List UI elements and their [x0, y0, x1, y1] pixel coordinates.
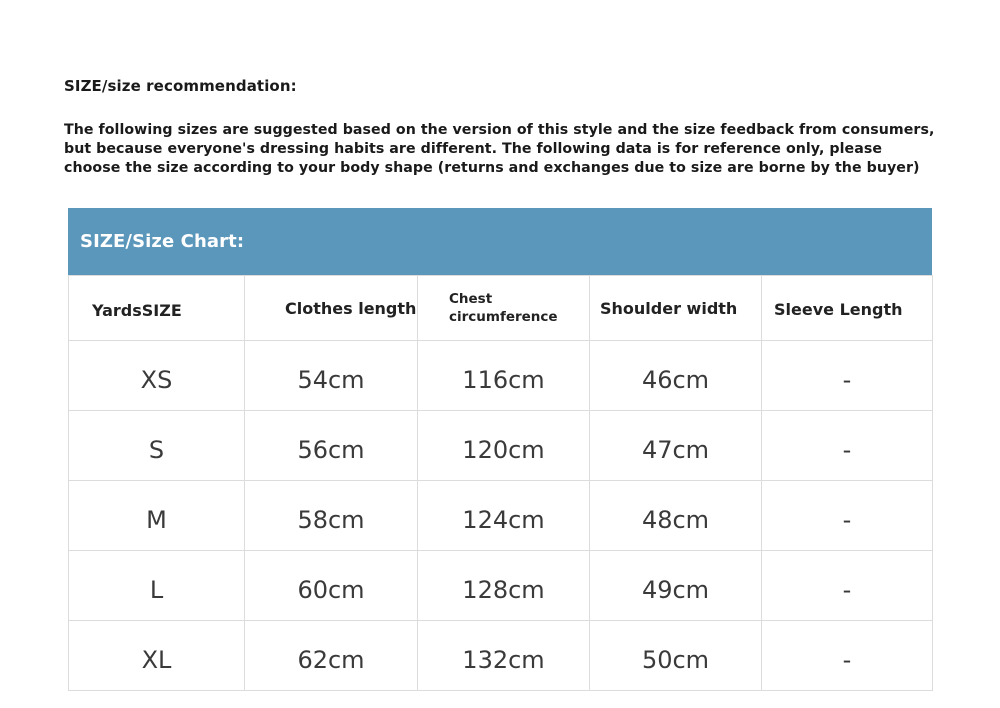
sleeve-cell: -	[762, 621, 933, 691]
column-header-sleeve-length: Sleeve Length	[762, 276, 933, 341]
intro-line: The following sizes are suggested based on the version of this style and the size feedback from consumers,	[64, 122, 935, 138]
chest-cell: 132cm	[418, 621, 590, 691]
column-header-chest	[418, 276, 590, 341]
size-cell: S	[69, 411, 245, 481]
column-header-chest-line1: Chest	[449, 291, 493, 307]
column-header-size: YardsSIZE	[69, 276, 245, 341]
column-header-chest-line2: circumference	[449, 309, 558, 325]
size-cell: XS	[69, 341, 245, 411]
chest-cell: 124cm	[418, 481, 590, 551]
table-row	[69, 551, 933, 621]
table-header-row	[69, 276, 933, 341]
sleeve-cell: -	[762, 341, 933, 411]
column-header-shoulder-width: Shoulder width	[590, 276, 762, 341]
size-chart-title-bar	[68, 208, 932, 275]
clothes-length-cell: 62cm	[245, 621, 418, 691]
size-cell: XL	[69, 621, 245, 691]
sleeve-cell: -	[762, 551, 933, 621]
size-table	[68, 275, 933, 691]
clothes-length-cell: 58cm	[245, 481, 418, 551]
table-row	[69, 411, 933, 481]
shoulder-cell: 47cm	[590, 411, 762, 481]
intro-line: choose the size according to your body shape (returns and exchanges due to size are borne by the buyer)	[64, 160, 920, 176]
clothes-length-cell: 54cm	[245, 341, 418, 411]
chest-cell: 128cm	[418, 551, 590, 621]
sleeve-cell: -	[762, 481, 933, 551]
clothes-length-cell: 56cm	[245, 411, 418, 481]
table-row	[69, 621, 933, 691]
shoulder-cell: 46cm	[590, 341, 762, 411]
clothes-length-cell: 60cm	[245, 551, 418, 621]
size-chart-title: SIZE/Size Chart:	[80, 231, 245, 252]
size-cell: L	[69, 551, 245, 621]
size-chart	[68, 208, 932, 691]
chest-cell: 120cm	[418, 411, 590, 481]
shoulder-cell: 48cm	[590, 481, 762, 551]
chest-cell: 116cm	[418, 341, 590, 411]
table-row	[69, 341, 933, 411]
intro-text	[64, 121, 944, 178]
intro-line: but because everyone's dressing habits are different. The following data is for reference only, please	[64, 141, 883, 157]
shoulder-cell: 50cm	[590, 621, 762, 691]
page-heading: SIZE/size recommendation:	[64, 77, 297, 95]
column-header-clothes-length: Clothes length	[245, 276, 418, 341]
table-row	[69, 481, 933, 551]
sleeve-cell: -	[762, 411, 933, 481]
shoulder-cell: 49cm	[590, 551, 762, 621]
size-cell: M	[69, 481, 245, 551]
